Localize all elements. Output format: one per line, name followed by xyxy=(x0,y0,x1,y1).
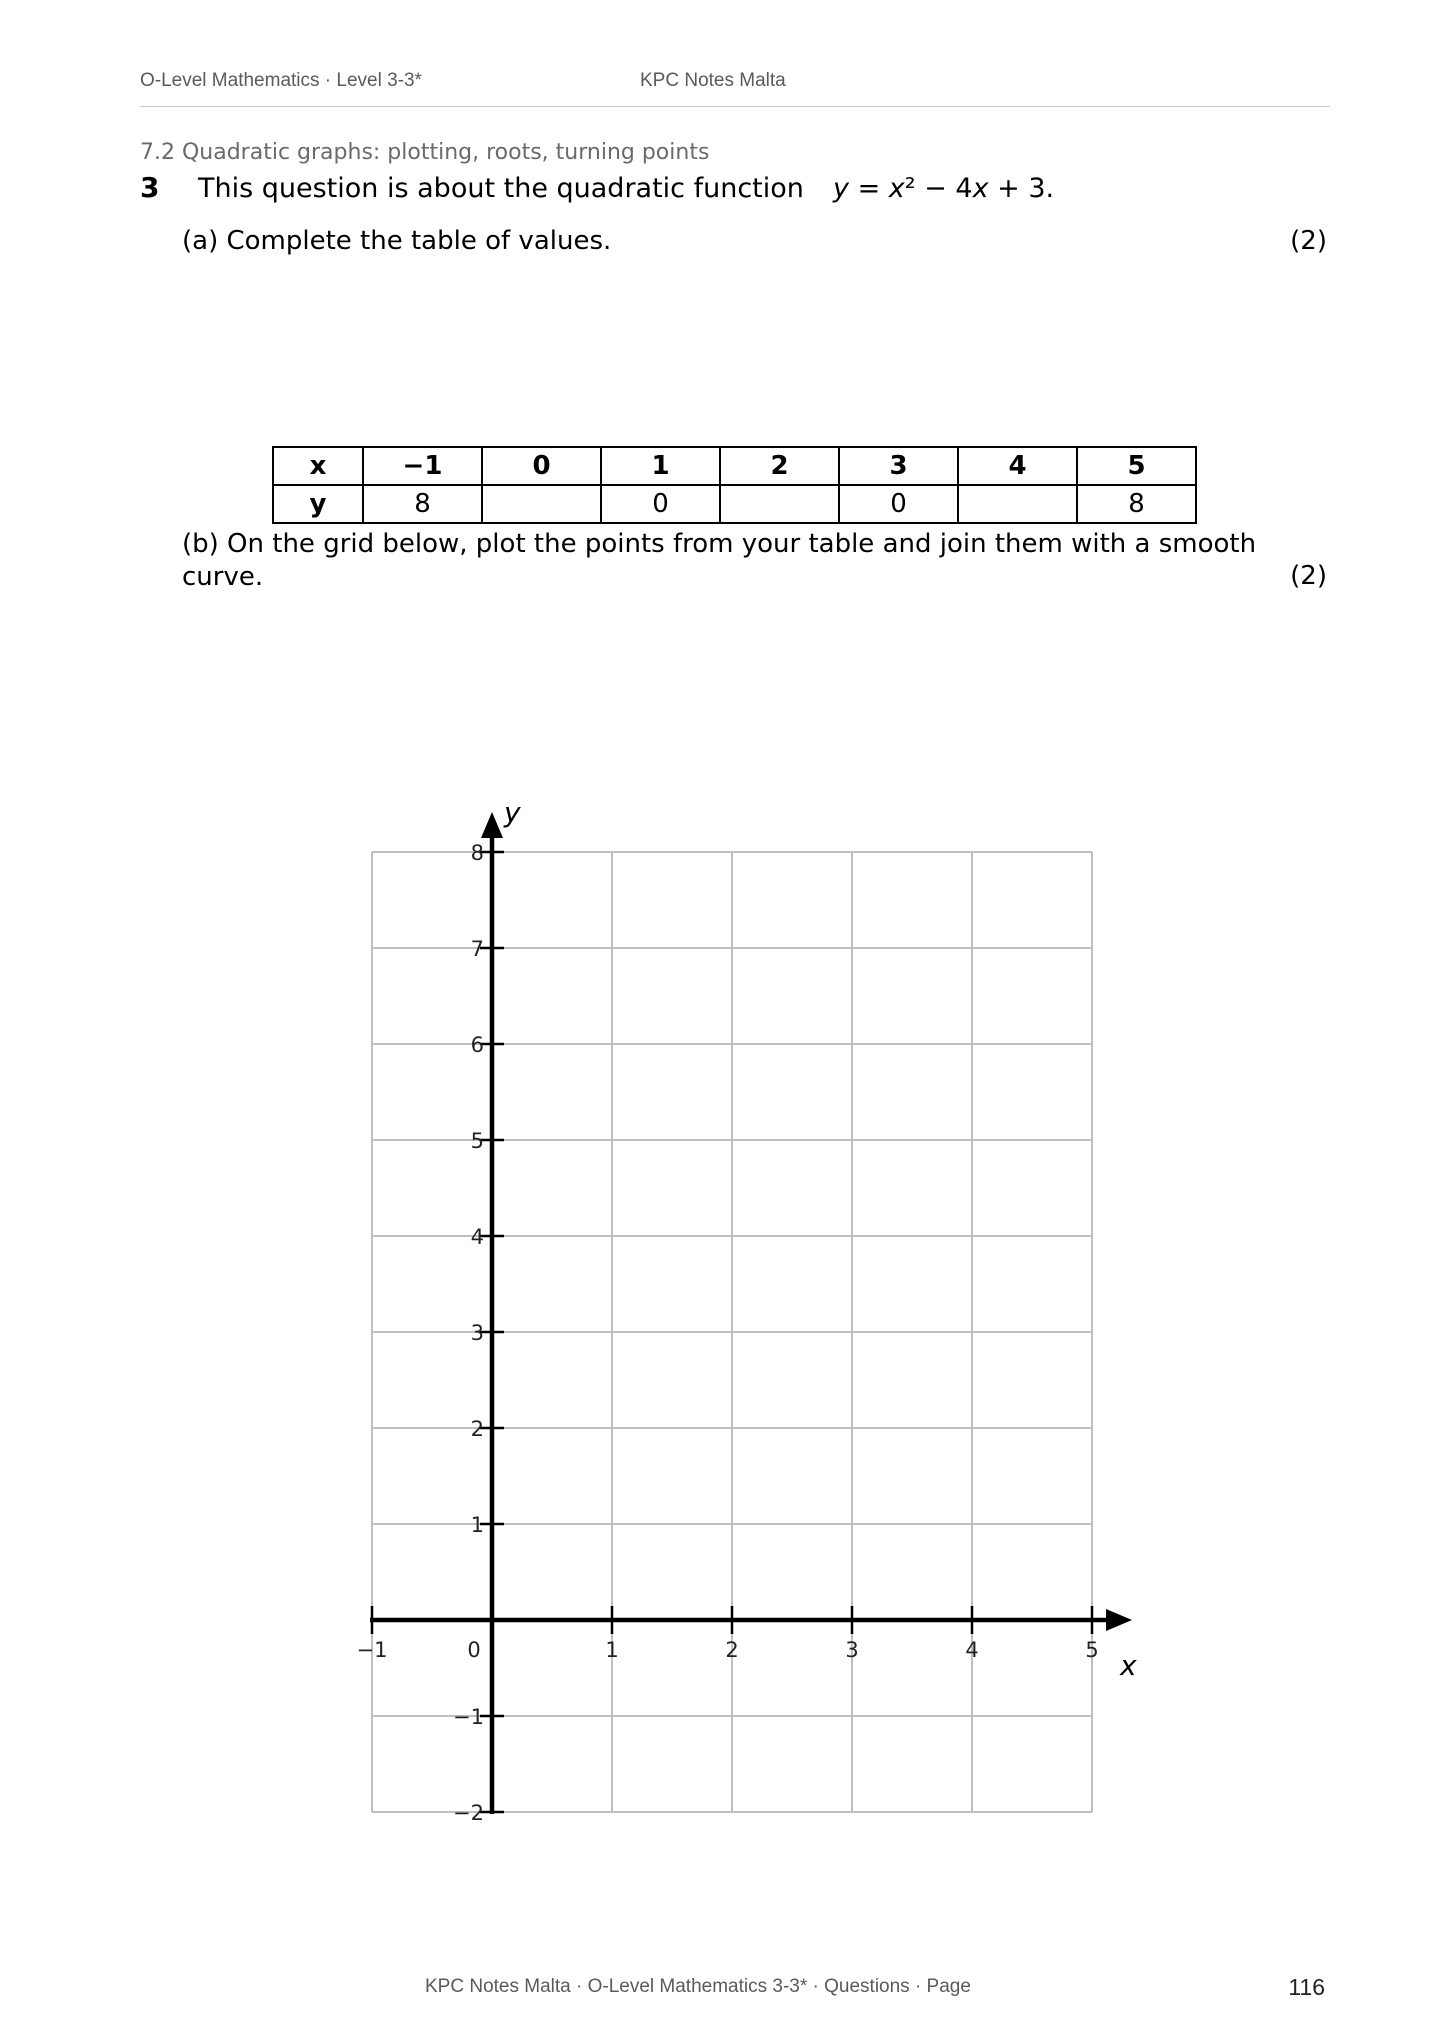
part-a-text: (a) Complete the table of values. xyxy=(182,226,612,256)
y-axis-arrow xyxy=(481,812,503,838)
table-of-values xyxy=(272,446,1197,524)
table-y-cell-blank[interactable] xyxy=(720,485,839,523)
header-course: O-Level Mathematics · Level 3-3* xyxy=(140,70,422,91)
function-x: x xyxy=(972,173,989,204)
x-tick-label: 0 xyxy=(467,1638,481,1662)
y-tick-label: 3 xyxy=(470,1321,484,1345)
question-number: 3 xyxy=(140,171,160,204)
y-tick-label: 2 xyxy=(470,1417,484,1441)
coordinate-grid[interactable] xyxy=(340,790,1140,1840)
x-tick-label: 2 xyxy=(725,1638,739,1662)
part-b-marks: (2) xyxy=(1290,561,1327,591)
y-tick-label: 6 xyxy=(470,1033,484,1057)
page-number: 116 xyxy=(1288,1974,1325,2000)
x-tick-label: 3 xyxy=(845,1638,859,1662)
y-tick-label: 1 xyxy=(470,1513,484,1537)
x-tick-label: 5 xyxy=(1085,1638,1099,1662)
table-row-y xyxy=(273,485,1196,523)
y-tick-label: −1 xyxy=(453,1705,484,1729)
footer-text: KPC Notes Malta · O-Level Mathematics 3-3* · Questions · Page xyxy=(425,1976,971,1997)
y-tick-label: −2 xyxy=(453,1801,484,1825)
table-x-cell: −1 xyxy=(363,447,482,485)
table-x-label: x xyxy=(273,447,363,485)
y-tick-label: 5 xyxy=(470,1129,484,1153)
function-y: y xyxy=(833,173,849,204)
x-axis-label: x xyxy=(1120,1649,1137,1682)
table-x-cell: 2 xyxy=(720,447,839,485)
quadratic-function xyxy=(833,173,1054,204)
table-y-cell: 0 xyxy=(601,485,720,523)
header-publisher: KPC Notes Malta xyxy=(640,70,786,91)
table-x-cell: 5 xyxy=(1077,447,1196,485)
function-x-squared: x xyxy=(888,173,905,204)
table-x-cell: 1 xyxy=(601,447,720,485)
y-tick-label: 4 xyxy=(470,1225,484,1249)
function-squared-minus: ² − 4 xyxy=(904,173,973,204)
header-divider xyxy=(140,106,1330,107)
table-y-cell: 8 xyxy=(1077,485,1196,523)
function-plus-three: + 3. xyxy=(988,173,1055,204)
table-y-cell-blank[interactable] xyxy=(482,485,601,523)
y-axis-label: y xyxy=(504,796,521,829)
y-tick-label: 8 xyxy=(470,841,484,865)
table-y-label: y xyxy=(273,485,363,523)
x-tick-label: 1 xyxy=(605,1638,619,1662)
part-a-marks: (2) xyxy=(1290,226,1327,256)
table-x-cell: 3 xyxy=(839,447,958,485)
x-tick-label: 4 xyxy=(965,1638,979,1662)
function-equals: = xyxy=(848,173,889,204)
table-row-x xyxy=(273,447,1196,485)
table-y-cell: 8 xyxy=(363,485,482,523)
x-axis-arrow xyxy=(1106,1609,1132,1631)
part-b-text: (b) On the grid below, plot the points from your table and join them with a smooth curve. xyxy=(182,529,1257,592)
table-x-cell: 0 xyxy=(482,447,601,485)
x-tick-label: −1 xyxy=(356,1638,388,1662)
table-x-cell: 4 xyxy=(958,447,1077,485)
table-y-cell: 0 xyxy=(839,485,958,523)
section-title: 7.2 Quadratic graphs: plotting, roots, turning points xyxy=(140,140,710,165)
question-stem: This question is about the quadratic function xyxy=(198,173,804,204)
y-tick-label: 7 xyxy=(470,937,484,961)
table-y-cell-blank[interactable] xyxy=(958,485,1077,523)
